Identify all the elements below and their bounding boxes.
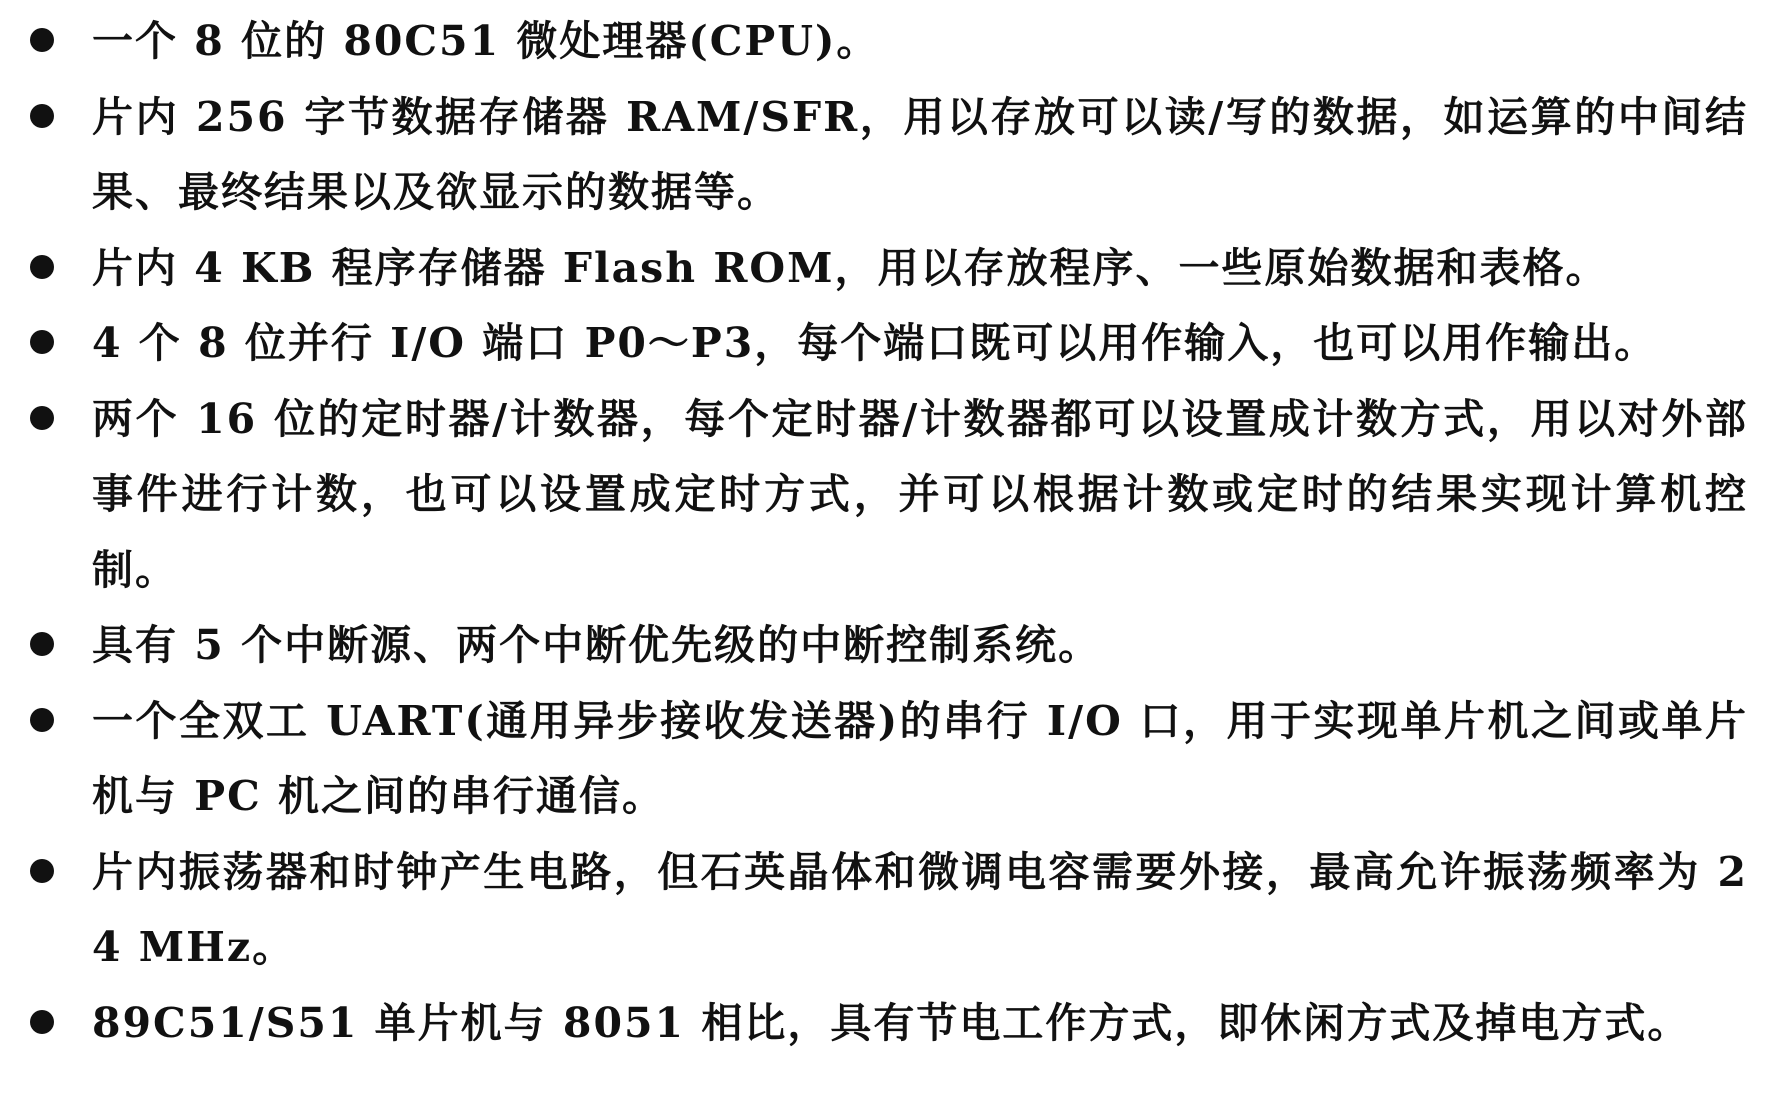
bullet-icon (30, 330, 54, 354)
list-item (28, 684, 1748, 835)
list-item (28, 986, 1748, 1062)
bullet-icon (30, 104, 54, 128)
bullet-icon (30, 859, 54, 883)
list-item-text: 片内振荡器和时钟产生电路，但石英晶体和微调电容需要外接，最高允许振荡频率为 24 MHz。 (92, 847, 1748, 971)
list-item (28, 80, 1748, 231)
list-item (28, 231, 1748, 307)
list-item (28, 306, 1748, 382)
list-item (28, 382, 1748, 609)
bullet-icon (30, 1010, 54, 1034)
bullet-icon (30, 406, 54, 430)
list-item-text: 89C51/S51 单片机与 8051 相比，具有节电工作方式，即休闲方式及掉电方式。 (92, 998, 1691, 1047)
list-item-text: 4 个 8 位并行 I/O 端口 P0～P3，每个端口既可以用作输入，也可以用作输出。 (92, 319, 1658, 367)
list-item (28, 608, 1748, 684)
list-item (28, 835, 1748, 986)
bullet-icon (30, 708, 54, 732)
list-item-text: 片内 4 KB 程序存储器 Flash ROM，用以存放程序、一些原始数据和表格。 (92, 243, 1609, 292)
feature-list (28, 4, 1748, 1061)
bullet-icon (30, 632, 54, 656)
bullet-icon (30, 28, 54, 52)
list-item-text: 片内 256 字节数据存储器 RAM/SFR，用以存放可以读/写的数据，如运算的中间结果、最终结果以及欲显示的数据等。 (92, 92, 1748, 216)
list-item-text: 一个全双工 UART(通用异步接收发送器)的串行 I/O 口，用于实现单片机之间或单片机与 PC 机之间的串行通信。 (92, 696, 1748, 820)
list-item-text: 一个 8 位的 80C51 微处理器(CPU)。 (92, 17, 880, 65)
bullet-icon (30, 255, 54, 279)
list-item-text: 两个 16 位的定时器/计数器，每个定时器/计数器都可以设置成计数方式，用以对外部事件进行计数，也可以设置成定时方式，并可以根据计数或定时的结果实现计算机控制。 (92, 394, 1748, 594)
list-item-text: 具有 5 个中断源、两个中断优先级的中断控制系统。 (92, 621, 1102, 669)
list-item (28, 4, 1748, 80)
